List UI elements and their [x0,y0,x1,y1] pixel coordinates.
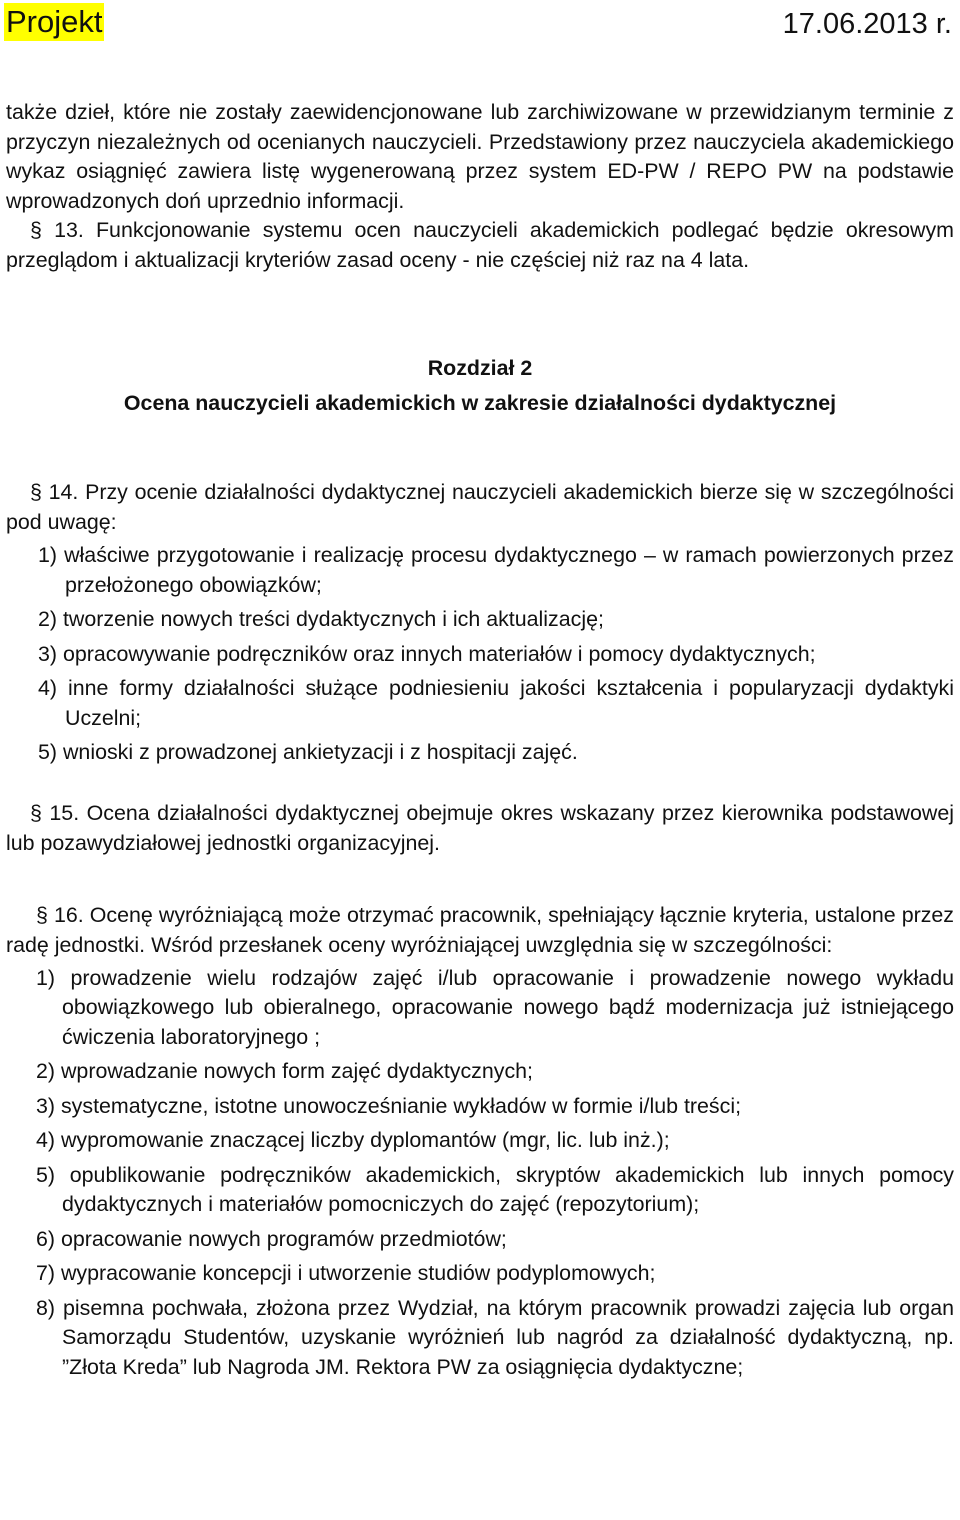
list-item-text: wypromowanie znaczącej liczby dyplomantów (mgr, lic. lub inż.); [60,1128,670,1152]
header-date: 17.06.2013 r. [782,8,952,40]
list-item [6,640,954,670]
document-body [6,98,954,1382]
list-item-number: 6) [36,1226,56,1251]
list-item [6,541,954,600]
section-text: Ocena działalności dydaktycznej obejmuje okres wskazany przez kierownika podstawowej lub pozawydziałowej jednostki organizacyjnej. [6,800,954,855]
list-item-text: tworzenie nowych treści dydaktycznych i ich aktualizację; [62,607,604,631]
section-number: § 16. [36,902,84,927]
list-item [6,1294,954,1383]
section-text: Ocenę wyróżniającą może otrzymać pracownik, spełniający łącznie kryteria, ustalone przez radę jednostki. Wśród przesłanek oceny wyróżniającej uwzględnia się w szczególności: [6,902,955,957]
list-item [6,1092,954,1122]
section-14-list [6,541,954,768]
list-item [6,1126,954,1156]
list-item [6,1057,954,1087]
list-item [6,1225,954,1255]
list-item-text: pisemna pochwała, złożona przez Wydział, na którym pracownik prowadzi zajęcia lub organ Samorządu Studentów, uzyskanie wyróżnień lub nagród za działalność dydaktyczną, np. ”Złota Kreda” lub Nagroda JM. Rektora PW za osiągnięcia dydaktyczne; [62,1295,954,1379]
list-item-text: opracowywanie podręczników oraz innych materiałów i pomocy dydaktycznych; [62,641,816,666]
list-item-number: 1) [36,965,56,990]
list-item-text: systematyczne, istotne unowocześnianie wykładów w formie i/lub treści; [60,1093,742,1118]
chapter-title: Rozdział 2 [427,356,533,380]
chapter-subtitle: Ocena nauczycieli akademickich w zakresie działalności dydaktycznej [123,391,837,415]
section-number: § 14. [30,480,79,504]
list-item [6,605,954,635]
list-item-text: opublikowanie podręczników akademickich, skryptów akademickich lub innych pomocy dydaktycznych i materiałów pomocniczych do zajęć (repozytorium); [62,1162,954,1216]
list-item-number: 4) [38,676,58,700]
section-text: Przy ocenie działalności dydaktycznej nauczycieli akademickich bierze się w szczególności pod uwagę: [6,480,954,534]
list-item [6,674,954,733]
section-14 [6,477,954,537]
list-item-number: 7) [36,1261,56,1285]
section-15 [6,798,954,858]
list-item-number: 3) [36,1093,56,1118]
list-item-text: wprowadzanie nowych form zajęć dydaktycznych; [60,1059,533,1083]
list-item-text: właściwe przygotowanie i realizację procesu dydaktycznego – w ramach powierzonych przez przełożonego obowiązków; [64,543,954,597]
page-header [0,0,960,48]
list-item [6,964,954,1053]
list-item-text: opracowanie nowych programów przedmiotów; [60,1226,507,1251]
list-item-text: wypracowanie koncepcji i utworzenie studiów podyplomowych; [60,1261,656,1285]
list-item [6,1259,954,1289]
list-item-number: 8) [36,1295,56,1320]
list-item-number: 1) [38,543,58,567]
section-text: Funkcjonowanie systemu ocen nauczycieli akademickich podlegać będzie okresowym przeglądom i aktualizacji kryteriów zasad oceny - nie częściej niż raz na 4 lata. [6,218,954,272]
section-16-list [6,964,954,1383]
list-item-text: prowadzenie wielu rodzajów zajęć i/lub opracowanie i prowadzenie nowego wykładu obowiązkowego lub obieralnego, opracowanie nowego bądź modernizacja już istniejącego ćwiczenia laboratoryjnego ; [62,965,954,1049]
list-item-text: inne formy działalności służące podniesieniu jakości kształcenia i popularyzacji dydaktyki Uczelni; [65,676,954,730]
draft-label: Projekt [6,4,103,39]
list-item-text: wnioski z prowadzonej ankietyzacji i z hospitacji zajęć. [62,740,578,764]
section-13 [6,216,954,275]
list-item [6,738,954,768]
list-item [6,1161,954,1220]
list-item-number: 4) [36,1128,56,1152]
intro-paragraph: także dzieł, które nie zostały zaewidencjonowane lub zarchiwizowane w przewidzianym terminie z przyczyn niezależnych od ocenianych nauczycieli. Przedstawiony przez nauczyciela akademickiego wykaz osiągnięć zawiera listę wygenerowaną przez system ED-PW / REPO PW na podstawie wprowadzonych doń uprzednio informacji. [6,100,954,213]
section-number: § 13. [30,218,84,242]
list-item-number: 2) [36,1059,56,1083]
list-item-number: 5) [36,1162,56,1187]
section-16 [6,900,954,960]
section-number: § 15. [30,800,80,825]
list-item-number: 5) [38,740,58,764]
list-item-number: 3) [38,641,58,666]
list-item-number: 2) [38,607,58,631]
